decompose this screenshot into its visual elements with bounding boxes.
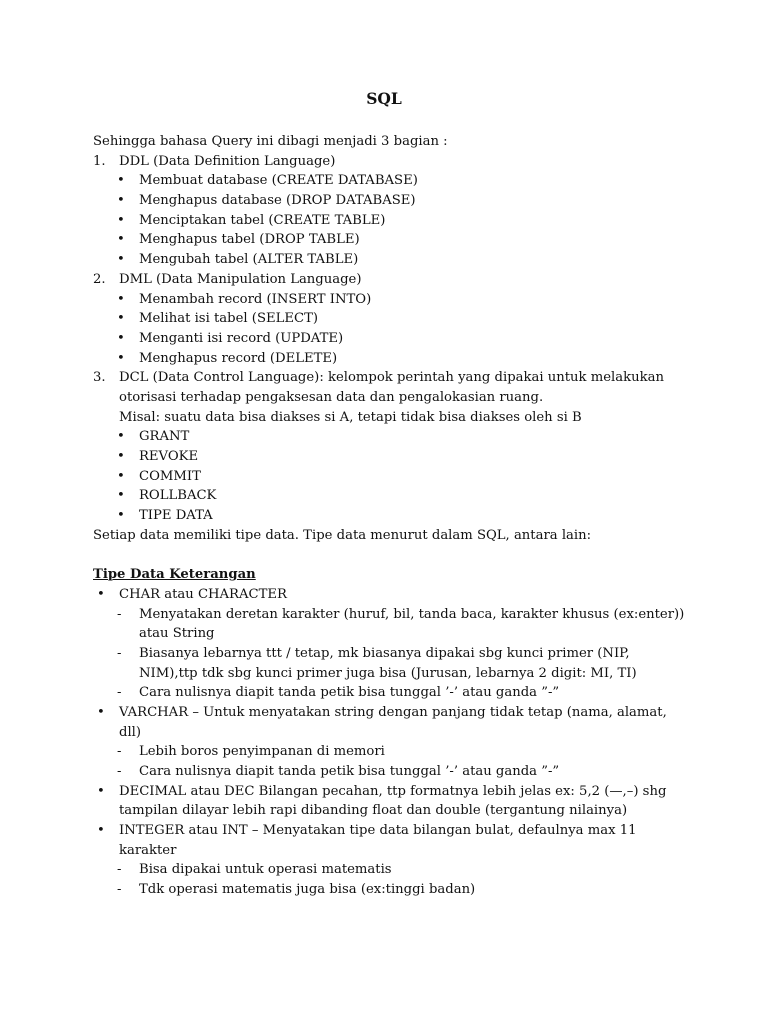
list-item: - Tdk operasi matematis juga bisa (ex:tinggi badan) bbox=[93, 880, 693, 900]
list-item: • Menambah record (INSERT INTO) bbox=[93, 290, 693, 310]
dash-icon: - bbox=[117, 645, 122, 661]
dcl-description: DCL (Data Control Language): kelompok perintah yang dipakai untuk melakukan bbox=[119, 370, 664, 386]
dash-icon: - bbox=[117, 882, 122, 898]
bullet-icon: • bbox=[117, 252, 125, 268]
dash-icon: - bbox=[117, 606, 122, 622]
dcl-example: Misal: suatu data bisa diakses si A, tetapi tidak bisa diakses oleh si B bbox=[119, 409, 582, 425]
list-item: - Cara nulisnya diapit tanda petik bisa tunggal ’-’ atau ganda ”-” bbox=[93, 762, 693, 782]
list-item: • Menciptakan tabel (CREATE TABLE) bbox=[93, 211, 693, 231]
list-item: - Menyatakan deretan karakter (huruf, bil, tanda baca, karakter khusus (ex:enter)) bbox=[93, 605, 693, 625]
bullet-icon: • bbox=[97, 823, 105, 839]
bullet-icon: • bbox=[117, 232, 125, 248]
bullet-icon: • bbox=[117, 449, 125, 464]
list-item: • REVOKE bbox=[93, 447, 693, 467]
list-item: • Melihat isi tabel (SELECT) bbox=[93, 309, 693, 329]
bullet-icon: • bbox=[117, 212, 125, 228]
bullet-icon: • bbox=[97, 586, 105, 602]
list-number: 1. bbox=[93, 153, 106, 169]
list-item: • Mengubah tabel (ALTER TABLE) bbox=[93, 250, 693, 270]
dcl-description-cont: otorisasi terhadap pengaksesan data dan pengalokasian ruang. bbox=[119, 389, 544, 405]
dcl-heading bbox=[93, 368, 693, 388]
bullet-icon: • bbox=[117, 311, 125, 327]
list-item: • Menghapus record (DELETE) bbox=[93, 349, 693, 369]
bullet-icon: • bbox=[117, 468, 125, 484]
list-item: - Cara nulisnya diapit tanda petik bisa tunggal ’-’ atau ganda ”-” bbox=[93, 683, 693, 703]
type-integer: • INTEGER atau INT – Menyatakan tipe data bilangan bulat, defaulnya max 11 bbox=[93, 821, 693, 841]
bullet-icon: • bbox=[97, 704, 105, 720]
list-item-cont: NIM),ttp tdk sbg kunci primer juga bisa (Jurusan, lebarnya 2 digit: MI, TI) bbox=[139, 665, 637, 681]
bullet-icon: • bbox=[117, 173, 125, 189]
bullet-icon: • bbox=[117, 429, 125, 445]
document-body bbox=[93, 132, 693, 900]
bullet-icon: • bbox=[117, 291, 125, 307]
dml-label: DML (Data Manipulation Language) bbox=[119, 271, 362, 287]
type-char: • CHAR atau CHARACTER bbox=[93, 585, 693, 605]
type-integer-cont: karakter bbox=[119, 842, 177, 858]
list-item: - Lebih boros penyimpanan di memori bbox=[93, 742, 693, 762]
list-number: 2. bbox=[93, 271, 106, 287]
bullet-icon: • bbox=[117, 330, 125, 346]
list-item-cont: atau String bbox=[139, 626, 215, 642]
list-item: • Menganti isi record (UPDATE) bbox=[93, 329, 693, 349]
setiap-text: Setiap data memiliki tipe data. Tipe data menurut dalam SQL, antara lain: bbox=[93, 527, 592, 543]
bullet-icon: • bbox=[117, 488, 125, 504]
list-item: • Menghapus tabel (DROP TABLE) bbox=[93, 230, 693, 250]
list-item: - Bisa dipakai untuk operasi matematis bbox=[93, 860, 693, 880]
ddl-heading bbox=[93, 152, 693, 172]
type-varchar-cont: dll) bbox=[119, 724, 142, 740]
bullet-icon: • bbox=[117, 350, 125, 366]
list-item: • Membuat database (CREATE DATABASE) bbox=[93, 171, 693, 191]
bullet-icon: • bbox=[117, 193, 125, 209]
dash-icon: - bbox=[117, 862, 122, 878]
bullet-icon: • bbox=[117, 508, 125, 524]
list-item: • COMMIT bbox=[93, 467, 693, 487]
dash-icon: - bbox=[117, 764, 122, 779]
section-heading: Tipe Data Keterangan bbox=[93, 567, 256, 583]
dash-icon: - bbox=[117, 744, 122, 760]
list-item: • TIPE DATA bbox=[93, 506, 693, 526]
ddl-label: DDL (Data Definition Language) bbox=[119, 153, 336, 169]
list-item: - Biasanya lebarnya ttt / tetap, mk biasanya dipakai sbg kunci primer (NIP, bbox=[93, 644, 693, 664]
list-number: 3. bbox=[93, 370, 106, 386]
list-item: • ROLLBACK bbox=[93, 486, 693, 506]
type-decimal-cont: tampilan dilayar lebih rapi dibanding float dan double (tergantung nilainya) bbox=[119, 803, 628, 819]
dash-icon: - bbox=[117, 685, 122, 701]
type-varchar: • VARCHAR – Untuk menyatakan string dengan panjang tidak tetap (nama, alamat, bbox=[93, 703, 693, 723]
type-decimal: • DECIMAL atau DEC Bilangan pecahan, ttp formatnya lebih jelas ex: 5,2 (—,–) shg bbox=[93, 782, 693, 802]
spacer bbox=[93, 545, 693, 565]
dml-heading bbox=[93, 270, 693, 290]
page-title: SQL bbox=[366, 89, 402, 108]
list-item: • GRANT bbox=[93, 427, 693, 447]
list-item: • Menghapus database (DROP DATABASE) bbox=[93, 191, 693, 211]
intro-text: Sehingga bahasa Query ini dibagi menjadi 3 bagian : bbox=[93, 134, 448, 149]
bullet-icon: • bbox=[97, 783, 105, 799]
